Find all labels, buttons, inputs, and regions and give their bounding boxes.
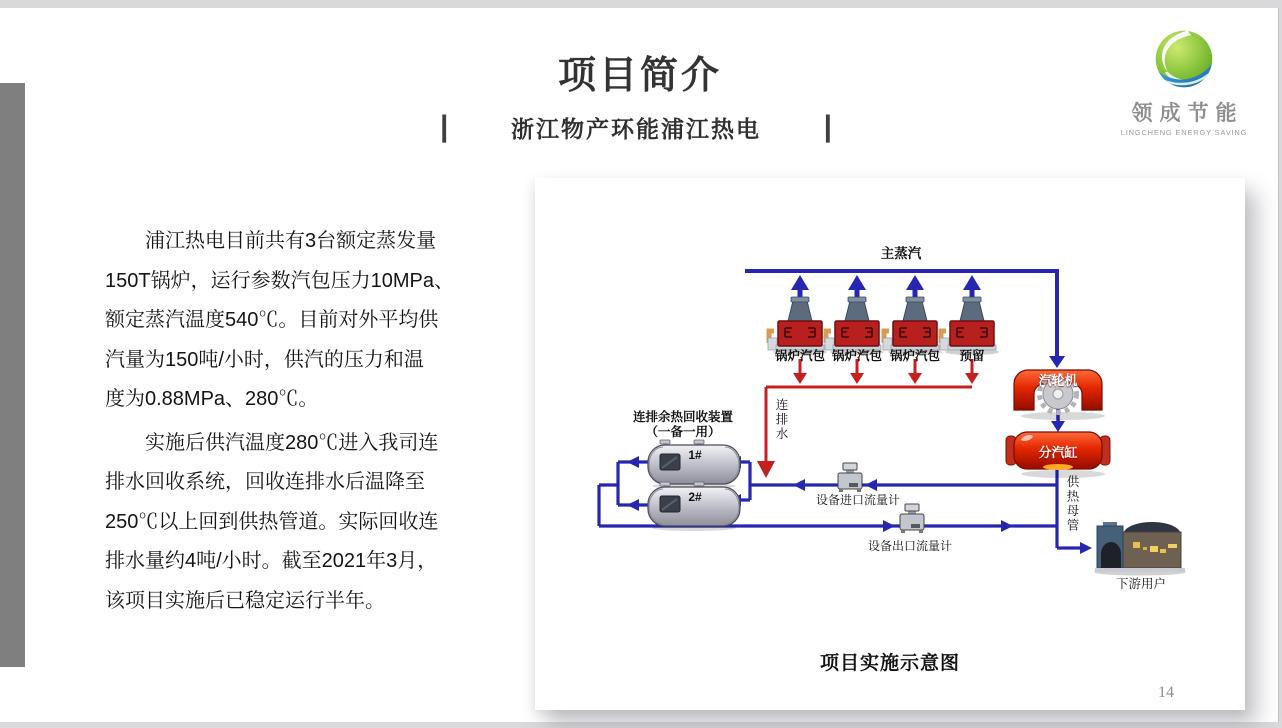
label-inlet-flowmeter: 设备进口流量计 [815, 493, 901, 507]
diagram-panel [535, 178, 1245, 710]
label-main-steam: 主蒸汽 [880, 246, 922, 261]
paragraph-2 [105, 424, 477, 622]
subtitle-divider-left: | [440, 110, 449, 143]
text-line: 度为0.88MPa、280℃。 [105, 388, 319, 410]
label-tank-1: 1# [688, 448, 702, 462]
logo-name-en: LINGCHENG ENERGY SAVING [1120, 128, 1248, 137]
label-boiler-drum-3: 锅炉汽包 [889, 349, 941, 363]
label-blowdown-water: 连排水 [774, 398, 788, 442]
slide [0, 8, 1279, 722]
label-downstream-users: 下游用户 [1115, 577, 1167, 591]
label-recovery-subtitle: （一备一用） [645, 425, 721, 439]
text-line: 额定蒸汽温度540℃。目前对外平均供 [105, 309, 439, 331]
label-boiler-drum-1: 锅炉汽包 [774, 349, 826, 363]
logo-globe-icon [1153, 28, 1215, 90]
label-tank-2: 2# [688, 490, 702, 504]
left-accent-bar [0, 83, 25, 667]
label-outlet-flowmeter: 设备出口流量计 [867, 539, 953, 553]
diagram-caption: 项目实施示意图 [819, 653, 960, 674]
label-boiler-drum-2: 锅炉汽包 [831, 349, 883, 363]
text-line: 排水量约4吨/小时。截至2021年3月， [105, 550, 438, 572]
text-line: 150T锅炉，运行参数汽包压力10MPa、 [105, 269, 454, 292]
downstream-building-icon [1094, 522, 1186, 576]
text-line: 实施后供汽温度280℃进入我司连 [145, 431, 439, 454]
label-reserved: 预留 [959, 349, 985, 363]
page-number: 14 [1158, 684, 1174, 701]
label-steam-cylinder: 分汽缸 [1038, 445, 1078, 460]
text-line: 排水回收系统，回收连排水后温降至 [105, 471, 425, 493]
text-line: 浦江热电目前共有3台额定蒸发量 [145, 230, 437, 252]
text-line: 该项目实施后已稳定运行半年。 [105, 589, 385, 612]
text-line: 250℃以上回到供热管道。实际回收连 [105, 510, 439, 533]
blowdown-arrows [757, 373, 979, 478]
company-logo [1106, 28, 1262, 137]
header [400, 44, 880, 99]
paragraph-1 [105, 222, 477, 420]
subtitle-row [440, 110, 832, 144]
page-title: 项目简介 [557, 55, 722, 97]
label-recovery-title: 连排余热回收装置 [632, 410, 734, 424]
label-turbine: 汽轮机 [1038, 373, 1078, 388]
page-subtitle: 浙江物产环能浦江热电 [511, 115, 761, 142]
logo-name-cn: 领成节能 [1131, 102, 1244, 125]
text-line: 汽量为150吨/小时，供汽的压力和温 [105, 348, 424, 371]
body-text [105, 222, 477, 621]
subtitle-divider-right: | [823, 110, 832, 143]
label-heat-supply-main: 供热母管 [1065, 475, 1079, 533]
